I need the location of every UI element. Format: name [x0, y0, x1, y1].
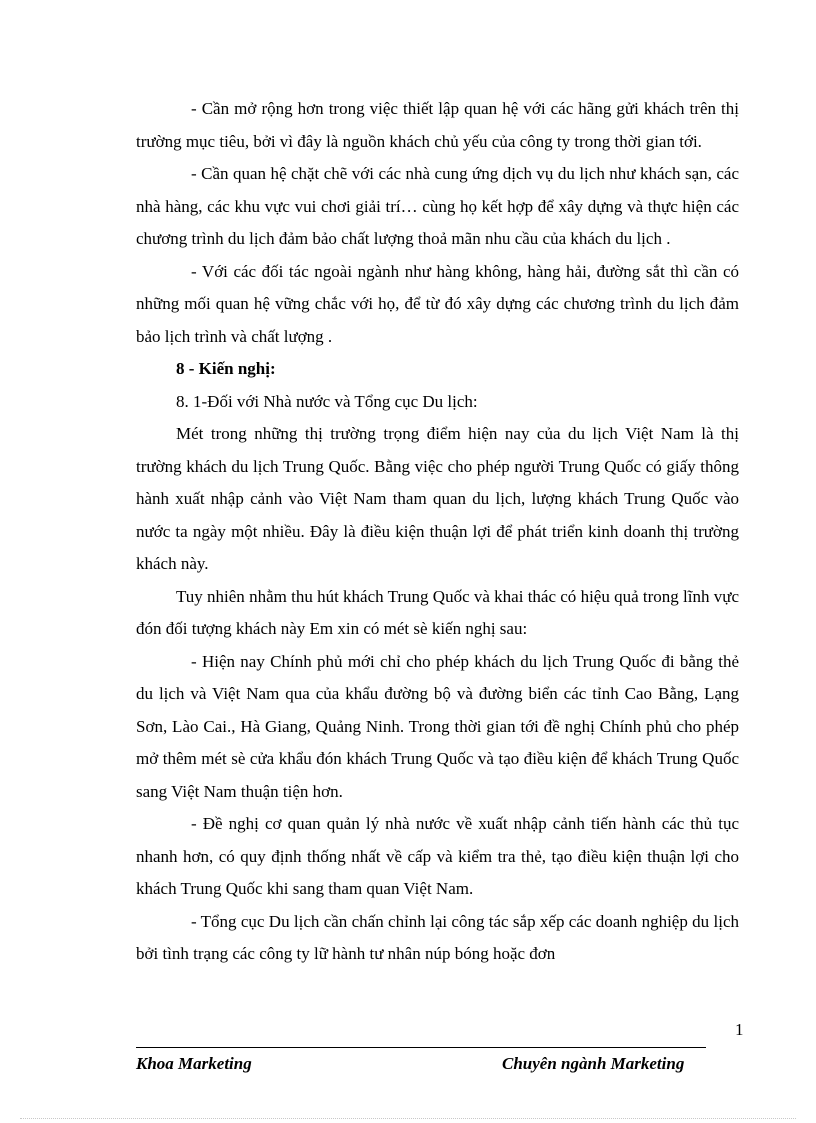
footer-divider	[136, 1047, 706, 1048]
paragraph: - Cần mở rộng hơn trong việc thiết lập quan hệ với các hãng gửi khách trên thị trường mục tiêu, bởi vì đây là nguồn khách chủ yếu của công ty trong thời gian tới.	[136, 99, 739, 151]
subsection-heading: 8. 1-Đối với Nhà nước và Tổng cục Du lịch:	[176, 391, 478, 411]
paragraph: - Hiện nay Chính phủ mới chỉ cho phép khách du lịch Trung Quốc đi bằng thẻ du lịch và Việt Nam qua của khẩu đường bộ và đường biển các tỉnh Cao Bằng, Lạng Sơn, Lào Cai., Hà Giang, Quảng Ninh. Trong thời gian tới đề nghị Chính phủ cho phép mở thêm mét sè cửa khẩu đón khách Trung Quốc và tạo điều kiện để khách Trung Quốc sang Việt Nam thuận tiện hơn.	[136, 651, 739, 801]
paragraph: Mét trong những thị trường trọng điểm hiện nay của du lịch Việt Nam là thị trường khách du lịch Trung Quốc. Bằng việc cho phép người Trung Quốc có giấy thông hành xuất nhập cảnh vào Việt Nam tham quan du lịch, lượng khách Trung Quốc vào nước ta ngày một nhiều. Đây là điều kiện thuận lợi để phát triển kinh doanh thị trường khách này.	[136, 424, 739, 573]
page-boundary	[20, 1118, 796, 1119]
paragraph: Tuy nhiên nhằm thu hút khách Trung Quốc và khai thác có hiệu quả trong lĩnh vực đón đối tượng khách này Em xin có mét sè kiến nghị sau:	[136, 586, 739, 638]
footer-left-text: Khoa Marketing	[136, 1054, 252, 1073]
section-heading: 8 - Kiến nghị:	[176, 359, 276, 378]
paragraph: - Đề nghị cơ quan quản lý nhà nước về xuất nhập cảnh tiến hành các thủ tục nhanh hơn, có quy định thống nhất về cấp và kiểm tra thẻ, tạo điều kiện thuận lợi cho khách Trung Quốc khi sang tham quan Việt Nam.	[136, 814, 739, 898]
footer-right-text: Chuyên ngành Marketing	[502, 1054, 685, 1073]
paragraph: - Với các đối tác ngoài ngành như hàng không, hàng hải, đường sắt thì cần có những mối quan hệ vững chắc với họ, để từ đó xây dựng các chương trình du lịch đảm bảo lịch trình và chất lượng .	[136, 261, 739, 346]
paragraph: - Tổng cục Du lịch cần chấn chỉnh lại công tác sắp xếp các doanh nghiệp du lịch bởi tình trạng các công ty lữ hành tư nhân núp bóng hoặc đơn	[136, 911, 739, 963]
paragraph: - Cần quan hệ chặt chẽ với các nhà cung ứng dịch vụ du lịch như khách sạn, các nhà hàng, các khu vực vui chơi giải trí… cùng họ kết hợp để xây dựng và thực hiện các chương trình du lịch đảm bảo chất lượng thoả mãn nhu cầu của khách du lịch .	[136, 164, 739, 248]
document-body	[136, 93, 739, 971]
page-number: 1	[735, 1020, 744, 1039]
